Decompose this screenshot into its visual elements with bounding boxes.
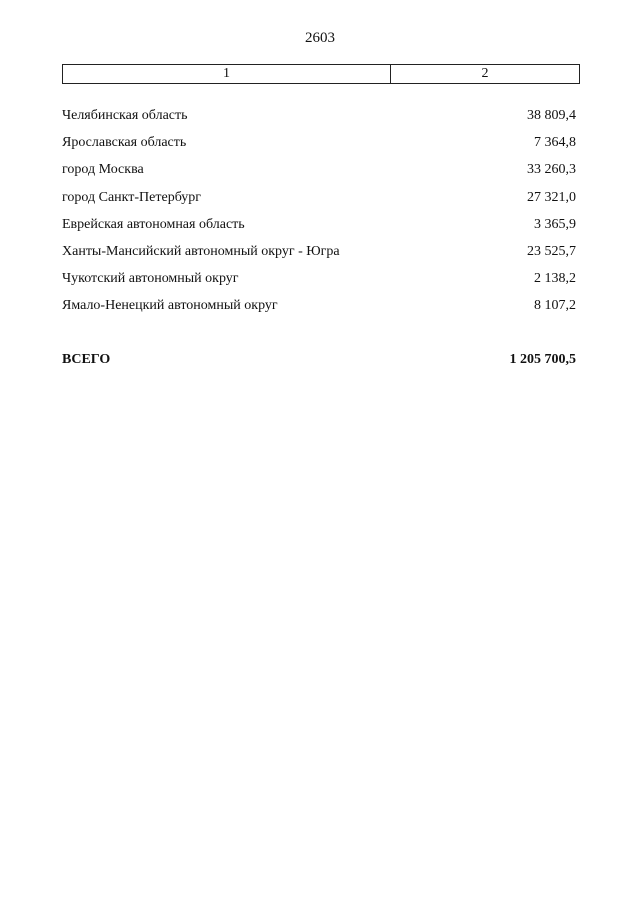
region-name: город Санкт-Петербург [62, 189, 202, 205]
total-label: ВСЕГО [62, 352, 111, 367]
column-header-1: 1 [63, 65, 391, 83]
region-name: Чукотский автономный округ [62, 271, 239, 287]
region-value: 27 321,0 [527, 189, 576, 205]
table-row [62, 135, 576, 162]
table-row [62, 162, 576, 189]
table-row [62, 298, 576, 325]
table-row [62, 108, 576, 135]
region-list [62, 108, 576, 326]
region-name: город Москва [62, 162, 144, 178]
region-value: 3 365,9 [534, 216, 576, 232]
total-row [62, 352, 576, 368]
column-header-table [62, 64, 580, 84]
table-row [62, 217, 576, 244]
table-row [62, 271, 576, 298]
region-name: Ханты-Мансийский автономный округ - Югра [62, 243, 340, 259]
region-value: 38 809,4 [527, 108, 576, 123]
region-value: 23 525,7 [527, 243, 576, 259]
region-name: Ямало-Ненецкий автономный округ [62, 298, 278, 314]
total-value: 1 205 700,5 [509, 352, 576, 367]
region-name: Ярославская область [62, 135, 187, 151]
region-value: 33 260,3 [527, 162, 576, 178]
region-value: 2 138,2 [534, 271, 576, 287]
column-header-2: 2 [481, 66, 489, 81]
region-name: Челябинская область [62, 108, 188, 123]
page-number: 2603 [305, 30, 335, 46]
table-row [62, 244, 576, 271]
region-value: 7 364,8 [534, 135, 576, 151]
region-value: 8 107,2 [534, 298, 576, 314]
region-name: Еврейская автономная область [62, 216, 245, 232]
table-row [62, 190, 576, 217]
